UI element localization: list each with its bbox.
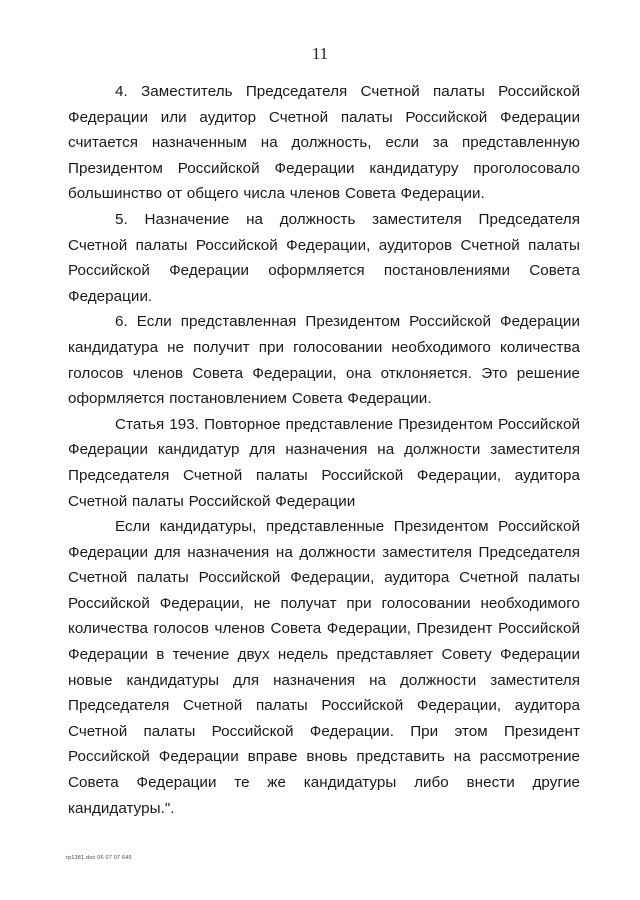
footer-file-reference: rp1381.doc 06 07 07 645 [66,855,132,861]
paragraph-item-4: 4. Заместитель Председателя Счетной палаты Российской Федерации или аудитор Счетной палаты Российской Федерации считается назначенным на должность, если за представленную Президентом Российской Федерации кандидатуру проголосовало большинство от общего числа членов Совета Федерации. [68,83,580,203]
page-number: 11 [311,44,329,63]
article-193-heading: Статья 193. Повторное представление Президентом Российской Федерации кандидатур для назначения на должности заместителя Председателя Счетной палаты Российской Федерации, аудитора Счетной палаты Российской Федерации [68,415,580,510]
article-193-body: Если кандидатуры, представленные Президентом Российской Федерации для назначения на должности заместителя Председателя Счетной палаты Российской Федерации, аудитора Счетной палаты Российской Федерации, не получат при голосовании необходимого количества голосов членов Совета Федерации, Президент Российской Федерации в течение двух недель представляет Совету Федерации новые кандидатуры для назначения на должности заместителя Председателя Счетной палаты Российской Федерации, аудитора Счетной палаты Российской Федерации. При этом Президент Российской Федерации вправе вновь представить на рассмотрение Совета Федерации те же кандидатуры либо внести другие кандидатуры.". [68,518,580,817]
paragraph-item-5: 5. Назначение на должность заместителя Председателя Счетной палаты Российской Федерации, аудиторов Счетной палаты Российской Федерации оформляется постановлениями Совета Федерации. [68,210,580,305]
document-body [68,79,580,821]
paragraph-item-6: 6. Если представленная Президентом Российской Федерации кандидатура не получит при голосовании необходимого количества голосов членов Совета Федерации, она отклоняется. Это решение оформляется постановлением Совета Федерации. [68,313,580,408]
